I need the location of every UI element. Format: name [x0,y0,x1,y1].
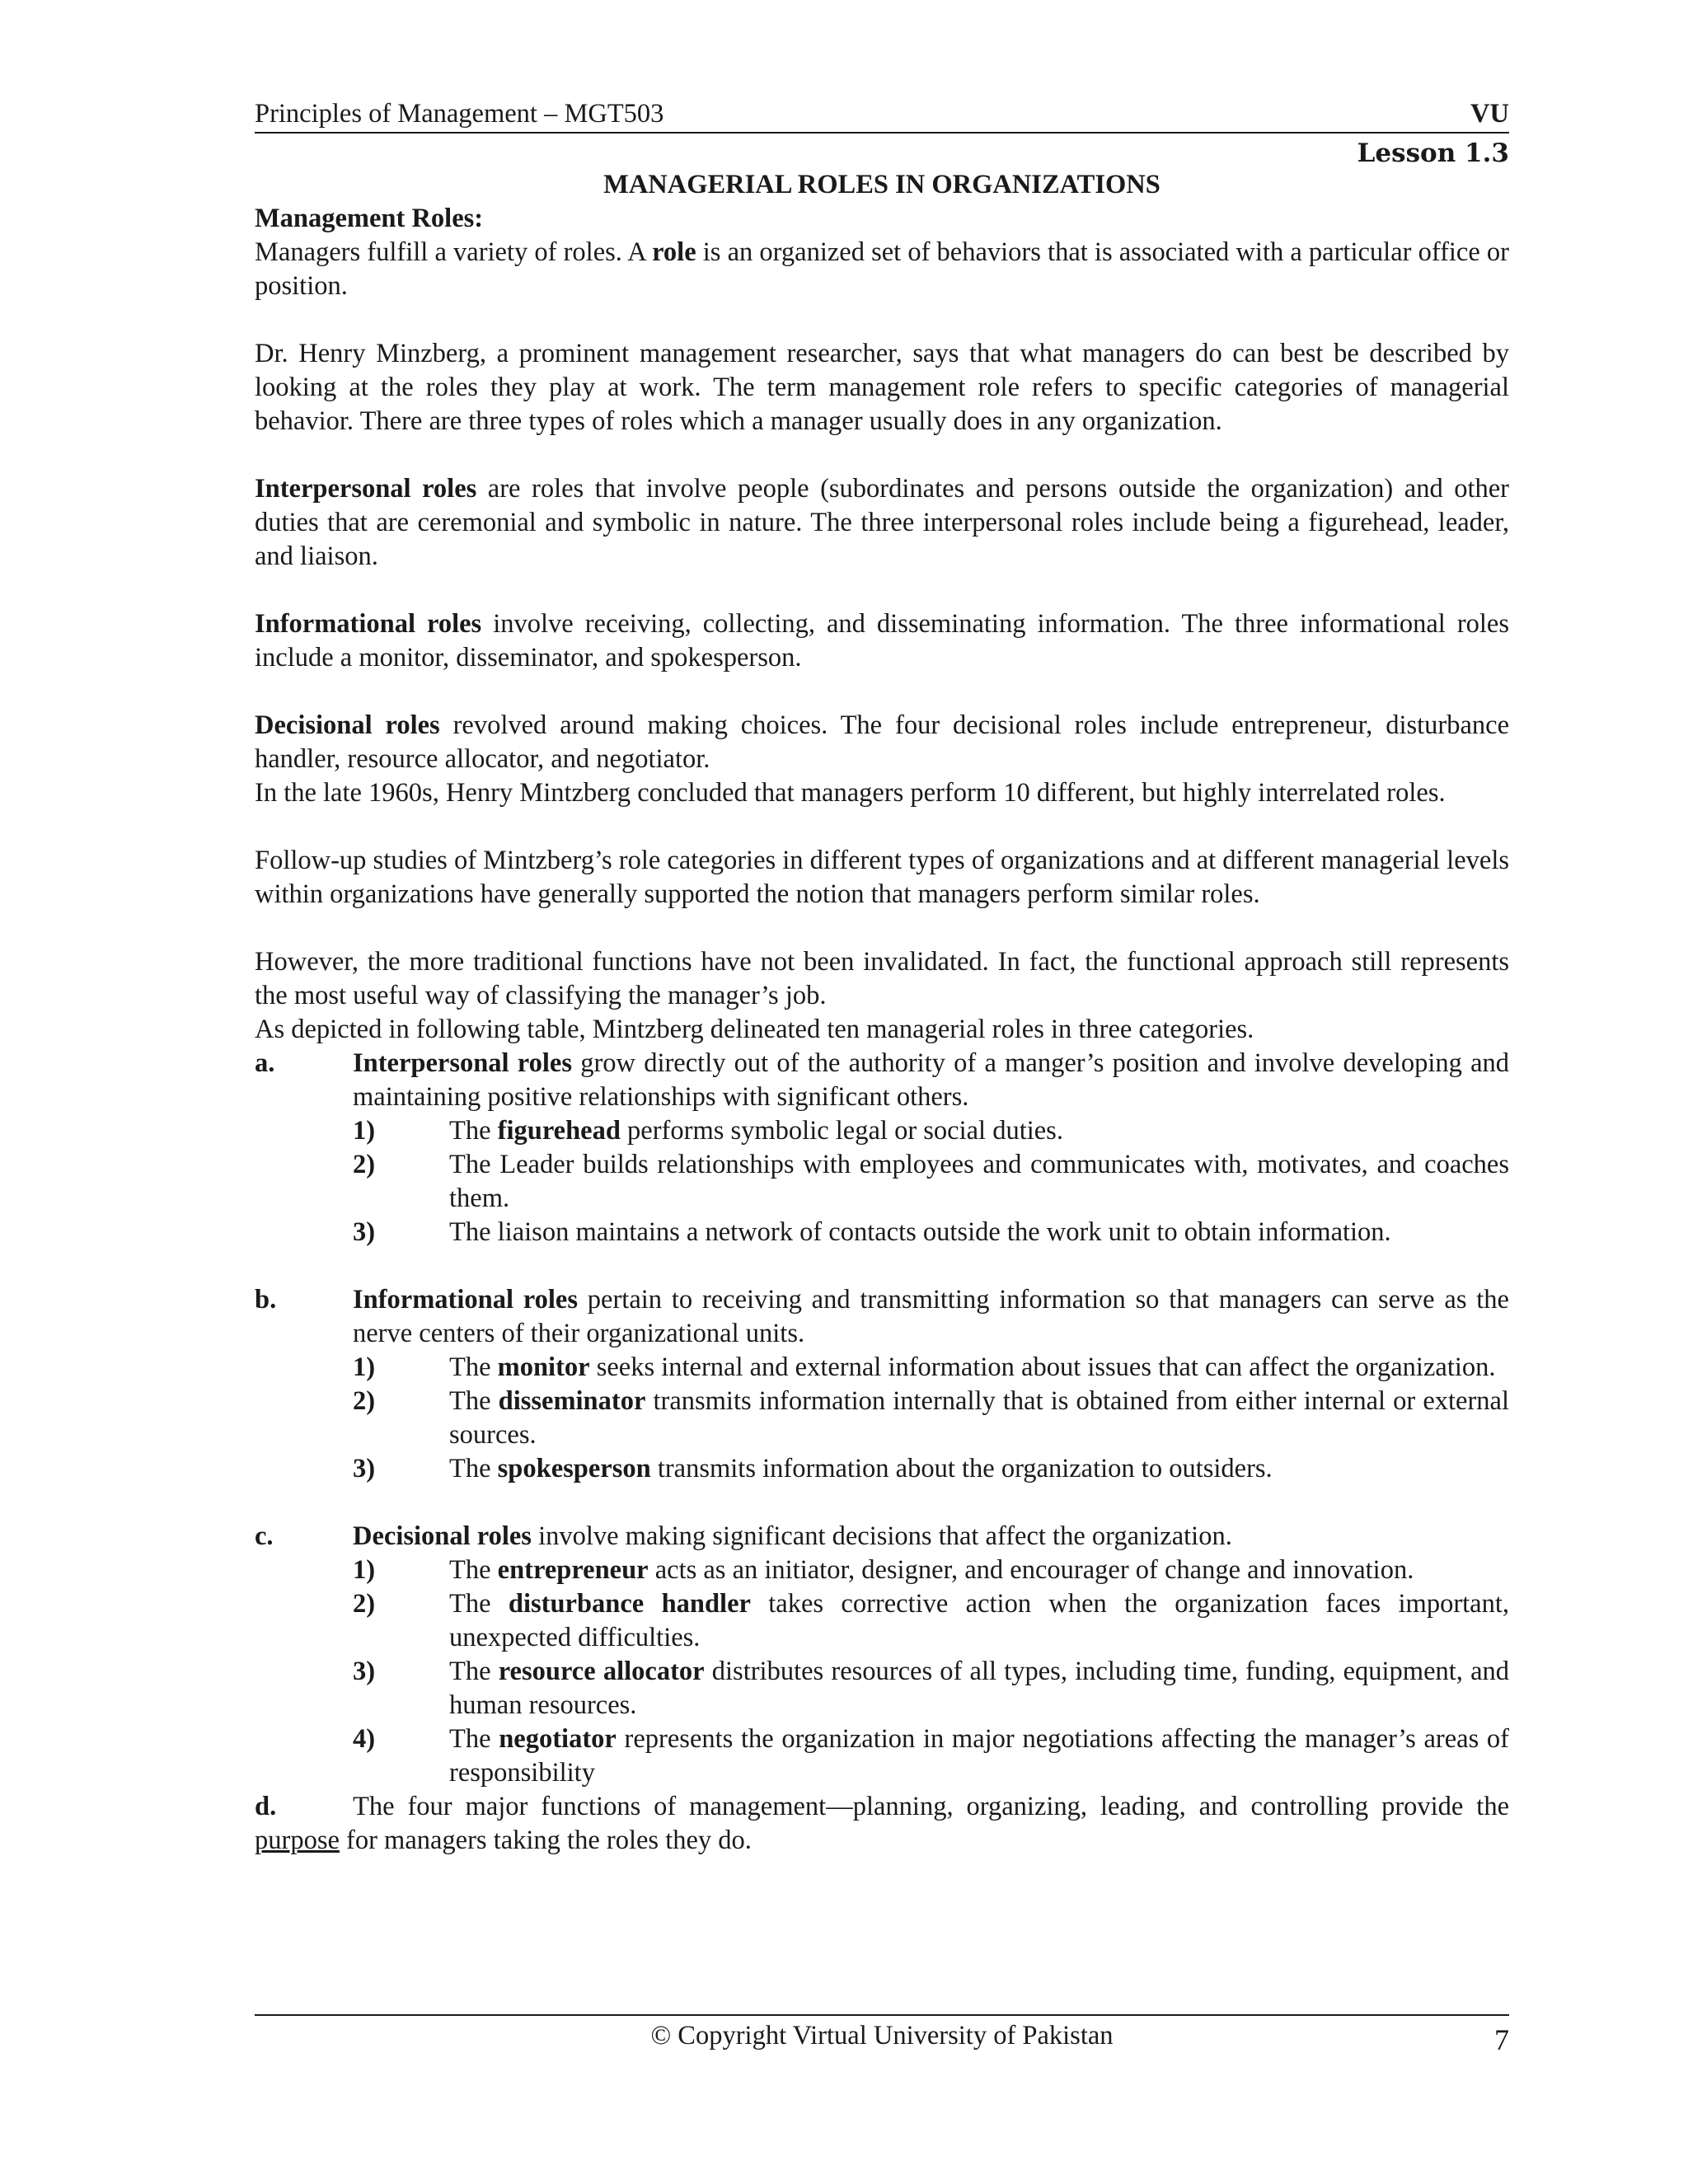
running-header [255,97,1509,134]
purpose-underlined: purpose [255,1825,340,1855]
paragraph-informational: Informational roles involve receiving, collecting, and disseminating information. The three informational roles include a monitor, disseminator, and spokesperson. [255,609,1509,673]
list-item-informational: b. Informational roles pertain to receiving and transmitting information so that managers can serve as the nerve centers of their organizational units. [255,1285,1509,1348]
paragraph-however: However, the more traditional functions have not been invalidated. In fact, the functional approach still represents the most useful way of classifying the manager’s job. [255,947,1509,1010]
lesson-number: Lesson 1.3 [1357,138,1509,168]
list-item-interpersonal: a. Interpersonal roles grow directly out of the authority of a manger’s position and involve developing and maintaining positive relationships with significant others. [255,1048,1509,1112]
paragraph-role-definition: Managers fulfill a variety of roles. A role is an organized set of behaviors that is associated with a particular office or position. [255,237,1509,301]
institution-label: VU [1470,99,1509,129]
section-heading: Management Roles: [255,204,484,233]
page-number: 7 [1494,2023,1509,2056]
paragraph-interpersonal: Interpersonal roles are roles that involve people (subordinates and persons outside the organization) and other duties that are ceremonial and symbolic in nature. The three interpersonal roles include being a figurehead, leader, and liaison. [255,474,1509,571]
paragraph-table-intro: As depicted in following table, Mintzberg delineated ten managerial roles in three categories. [255,1015,1254,1044]
sub-item: 1) The monitor seeks internal and external information about issues that can affect the organization. [353,1352,1496,1382]
course-title: Principles of Management – MGT503 [255,99,664,129]
sub-item: 3) The spokesperson transmits information about the organization to outsiders. [353,1454,1273,1483]
paragraph-1960s: In the late 1960s, Henry Mintzberg concluded that managers perform 10 different, but highly interrelated roles. [255,778,1446,808]
sub-item: 2) The disturbance handler takes corrective action when the organization faces important, unexpected difficulties. [353,1589,1509,1652]
sub-item: 4) The negotiator represents the organization in major negotiations affecting the manager’s areas of responsibility [353,1724,1509,1788]
sub-item: 2) The Leader builds relationships with employees and communicates with, motivates, and coaches them. [353,1150,1509,1213]
sub-item: 1) The entrepreneur acts as an initiator, designer, and encourager of change and innovation. [353,1555,1414,1585]
page-footer [255,2014,1509,2057]
copyright-notice: © Copyright Virtual University of Pakistan [650,2021,1114,2050]
sub-item: 3) The liaison maintains a network of contacts outside the work unit to obtain information. [353,1217,1391,1247]
list-item-functions: d. The four major functions of management—planning, organizing, leading, and controlling provide the purpose for managers taking the roles they do. [255,1792,1509,1855]
sub-item: 2) The disseminator transmits information internally that is obtained from either internal or external sources. [353,1386,1509,1450]
paragraph-follow-up: Follow-up studies of Mintzberg’s role categories in different types of organizations and at different managerial levels within organizations have generally supported the notion that managers perform similar roles. [255,846,1509,909]
page-title: MANAGERIAL ROLES IN ORGANIZATIONS [603,170,1160,199]
paragraph-minzberg: Dr. Henry Minzberg, a prominent management researcher, says that what managers do can best be described by looking at the roles they play at work. The term management role refers to specific categories of managerial behavior. There are three types of roles which a manager usually does in any organization. [255,339,1509,436]
sub-item: 3) The resource allocator distributes resources of all types, including time, funding, equipment, and human resources. [353,1657,1510,1720]
paragraph-decisional: Decisional roles revolved around making choices. The four decisional roles include entrepreneur, disturbance handler, resource allocator, and negotiator. [255,710,1509,774]
document-page [255,97,1509,1858]
list-item-decisional: c. Decisional roles involve making significant decisions that affect the organization. [255,1521,1232,1551]
sub-item: 1) The figurehead performs symbolic legal or social duties. [353,1116,1063,1146]
